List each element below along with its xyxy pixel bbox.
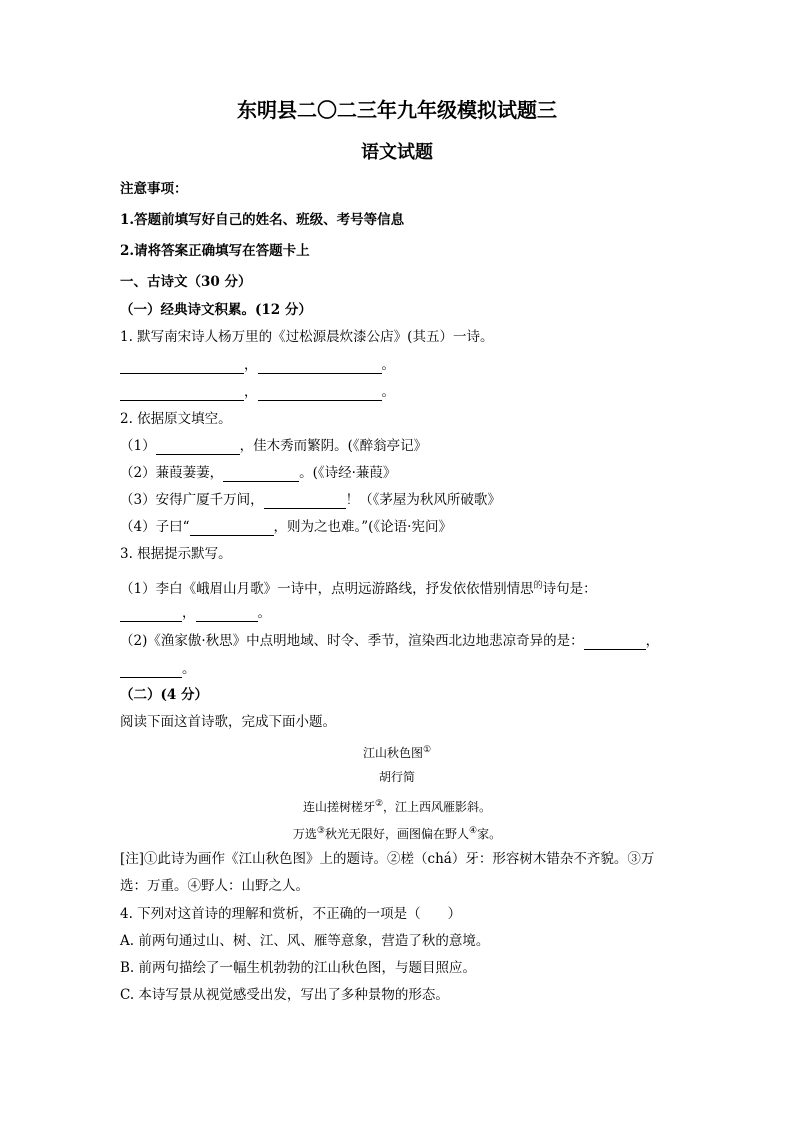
poem-title-text: 江山秋色图 <box>362 746 423 760</box>
raised-character: 的 <box>533 581 543 591</box>
item-prefix: （4）子曰“ <box>120 519 190 535</box>
answer-blank[interactable] <box>196 607 258 622</box>
punctuation-comma: ， <box>244 384 258 400</box>
poem-text: 家。 <box>477 827 502 841</box>
poem-title <box>0 742 794 761</box>
answer-blank[interactable] <box>264 494 346 509</box>
item-suffix: ，佳木秀而繁阴。(《醉翁亭记》 <box>239 438 428 454</box>
item-prefix: （2）蒹葭萋萋， <box>120 465 224 481</box>
answer-blank[interactable] <box>156 440 240 455</box>
item-prefix: （1） <box>120 438 156 454</box>
question-1-answer-row-1 <box>120 356 395 374</box>
reading-instruction: 阅读下面这首诗歌，完成下面小题。 <box>120 714 336 730</box>
punctuation-period: 。 <box>257 605 271 621</box>
answer-blank[interactable] <box>120 359 244 374</box>
question-2-item-4 <box>120 518 452 536</box>
poem-text: 万选 <box>292 827 317 841</box>
question-3-item-2-answer <box>120 660 196 678</box>
question-2-item-2 <box>120 464 396 482</box>
footnote-marker: ① <box>422 745 432 755</box>
item-suffix: 。(《诗经·蒹葭》 <box>299 465 397 481</box>
item-text: （1）李白《峨眉山月歌》一诗中，点明远游路线，抒发依依惜别情思 <box>120 581 534 597</box>
notice-heading: 注意事项： <box>120 181 188 197</box>
poem-author: 胡行简 <box>378 770 415 784</box>
question-3-item-1 <box>120 577 597 598</box>
exam-title: 东明县二〇二三年九年级模拟试题三 <box>237 98 557 122</box>
part-heading-two: （二）(4 分） <box>120 687 208 703</box>
item-suffix: ！（《茅屋为秋风所破歌》 <box>345 492 501 508</box>
punctuation-period: 。 <box>381 384 395 400</box>
footnote-marker: ② <box>374 799 384 809</box>
poem-line-1 <box>0 796 794 815</box>
answer-blank[interactable] <box>120 607 182 622</box>
punctuation-comma: ， <box>244 357 258 373</box>
question-2-item-3 <box>120 491 501 509</box>
answer-blank[interactable] <box>120 663 182 678</box>
poem-text: 秋光无限好，画图偏在野人 <box>324 827 469 841</box>
punctuation-period: 。 <box>381 357 395 373</box>
answer-blank[interactable] <box>190 521 274 536</box>
poem-notes-line-1: [注]①此诗为画作《江山秋色图》上的题诗。②槎（chá）牙：形容树木错杂不齐貌。③万 <box>120 851 655 867</box>
answer-blank[interactable] <box>120 386 244 401</box>
answer-blank[interactable] <box>258 359 382 374</box>
notice-item-2: 2.请将答案正确填写在答题卡上 <box>120 243 310 259</box>
question-3-item-1-answer <box>120 604 271 622</box>
punctuation-comma: ， <box>645 633 660 649</box>
punctuation-period: 。 <box>182 661 196 677</box>
question-1: 1. 默写南宋诗人杨万里的《过松源晨炊漆公店》(其五）一诗。 <box>120 329 494 345</box>
poem-notes-line-2: 选：万重。④野人：山野之人。 <box>120 878 309 894</box>
punctuation-comma: ， <box>182 605 196 621</box>
question-1-answer-row-2 <box>120 383 395 401</box>
option-c[interactable]: C. 本诗写景从视觉感受出发，写出了多种景物的形态。 <box>120 987 449 1003</box>
footnote-marker: ③ <box>316 826 325 836</box>
question-3: 3. 根据提示默写。 <box>120 546 232 562</box>
section-heading-poetry: 一、古诗文（30 分） <box>120 274 252 290</box>
item-text: （2)《渔家傲·秋思》中点明地域、时令、季节，渲染西北边地悲凉奇异的是： <box>120 633 584 649</box>
question-4: 4. 下列对这首诗的理解和赏析，不正确的一项是（ ） <box>120 906 462 922</box>
poem-text: 连山搓 <box>302 800 339 814</box>
answer-blank[interactable] <box>258 386 382 401</box>
option-b[interactable]: B. 前两句描绘了一幅生机勃勃的江山秋色图，与题目照应。 <box>120 960 477 976</box>
item-prefix: （3）安得广厦千万间， <box>120 492 264 508</box>
question-2-item-1 <box>120 437 427 455</box>
question-2: 2. 依据原文填空。 <box>120 411 232 427</box>
item-suffix: ，则为之也难。”(《论语·宪问》 <box>273 519 452 535</box>
part-heading-one: （一）经典诗文积累。(12 分） <box>120 302 312 318</box>
answer-blank[interactable] <box>223 467 299 482</box>
option-a[interactable]: A. 前两句通过山、树、江、风、雁等意象，营造了秋的意境。 <box>120 933 490 949</box>
poem-text: 树槎牙 <box>338 800 375 814</box>
answer-blank[interactable] <box>584 635 646 650</box>
footnote-marker: ④ <box>469 826 478 836</box>
exam-subtitle: 语文试题 <box>361 142 433 163</box>
poem-line-2 <box>0 823 794 842</box>
notice-item-1: 1.答题前填写好自己的姓名、班级、考号等信息 <box>120 212 405 228</box>
poem-text: ，江上西风雁影斜。 <box>383 800 492 814</box>
item-text-end: 诗句是： <box>542 581 597 597</box>
question-3-item-2 <box>120 632 659 650</box>
